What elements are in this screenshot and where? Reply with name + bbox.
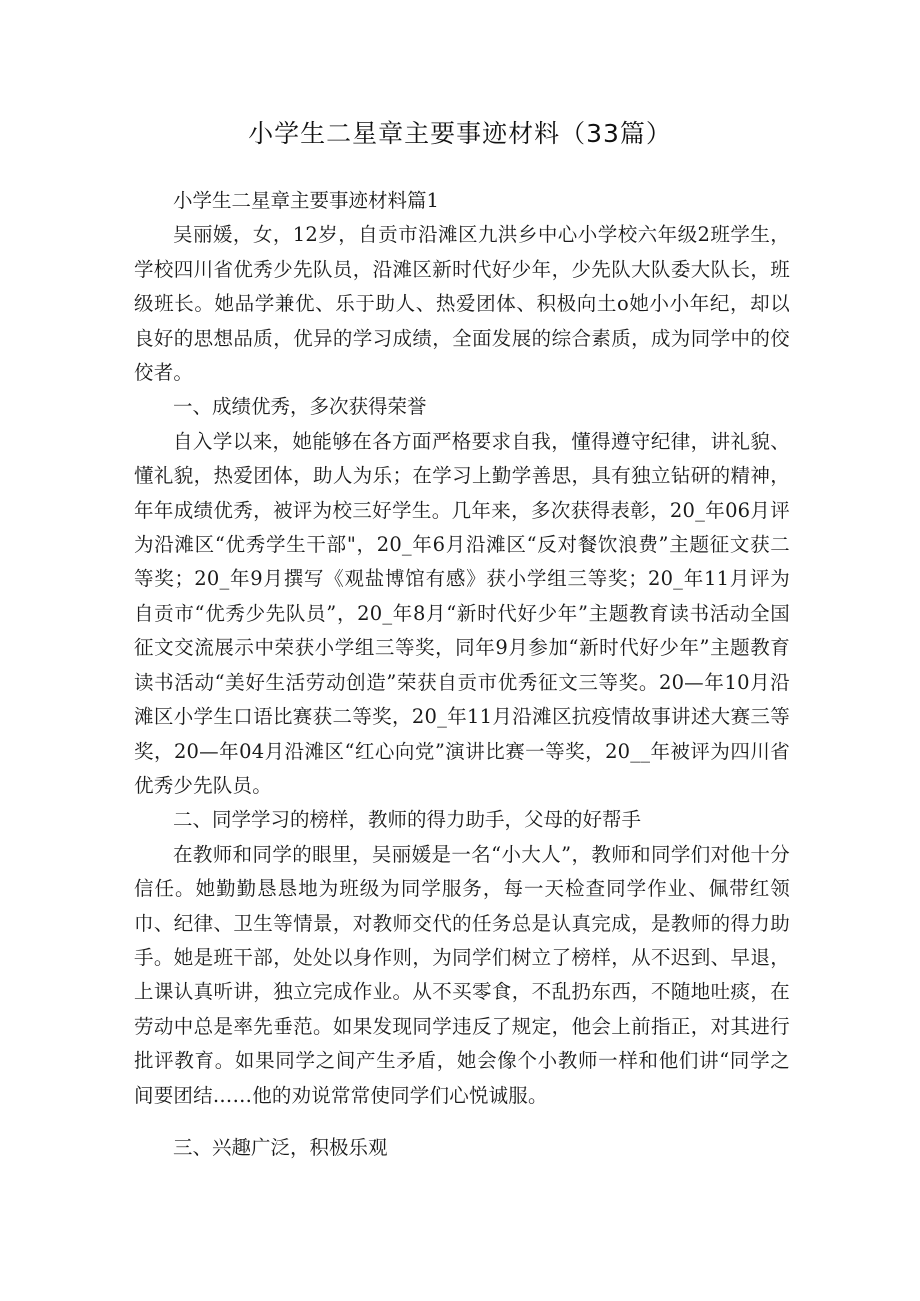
spacer [134, 1113, 790, 1131]
paragraph-intro: 吴丽媛，女，12岁，自贡市沿滩区九洪乡中心小学校六年级2班学生，学校四川省优秀少先队员，沿滩区新时代好少年，少先队大队委大队长，班级班长。她品学兼优、乐于助人、热爱团体、积极向土o她小小年纪，却以良好的思想品质，优异的学习成绩，全面发展的综合素质，成为同学中的佼佼者。 [134, 223, 790, 385]
section-heading-2: 二、同学学习的榜样，教师的得力助手，父母的好帮手 [173, 808, 642, 832]
section-heading-3: 三、兴趣广泛，积极乐观 [173, 1135, 388, 1159]
section-heading-1: 一、成绩优秀，多次获得荣誉 [173, 395, 427, 419]
paragraph-role-model: 在教师和同学的眼里，吴丽媛是一名“小大人”，教师和同学们对他十分信任。她勤勤恳恳地为班级为同学服务，每一天检查同学作业、佩带红领巾、纪律、卫生等情景，对教师交代的任务总是认真完成，是教师的得力助手。她是班干部，处处以身作则，为同学们树立了榜样，从不迟到、早退，上课认真听讲，独立完成作业。从不买零食，不乱扔东西，不随地吐痰，在劳动中总是率先垂范。如果发现同学违反了规定，他会上前指正，对其进行批评教育。如果同学之间产生矛盾，她会像个小教师一样和他们讲“同学之间要团结……他的劝说常常使同学们心悦诚服。 [134, 842, 790, 1107]
page-title: 小学生二星章主要事迹材料（33篇） [248, 119, 672, 148]
section-subtitle: 小学生二星章主要事迹材料篇1 [173, 189, 439, 212]
document-body [134, 184, 790, 1165]
paragraph-achievements: 自入学以来，她能够在各方面严格要求自我，懂得遵守纪律，讲礼貌、懂礼貌，热爱团体，助人为乐；在学习上勤学善思，具有独立钻研的精神，年年成绩优秀，被评为校三好学生。几年来，多次获得表彰，20_年06月评为沿滩区“优秀学生干部"，20_年6月沿滩区“反对餐饮浪费”主题征文获二等奖；20_年9月撰写《观盐博馆有感》获小学组三等奖；20_年11月评为自贡市“优秀少先队员”，20_年8月“新时代好少年”主题教育读书活动全国征文交流展示中荣获小学组三等奖，同年9月参加“新时代好少年”主题教育读书活动“美好生活劳动创造”荣获自贡市优秀征文三等奖。20—年10月沿滩区小学生口语比赛获二等奖，20_年11月沿滩区抗疫情故事讲述大赛三等奖，20—年04月沿滩区“红心向党”演讲比赛一等奖，20__年被评为四川省优秀少先队员。 [134, 429, 790, 797]
